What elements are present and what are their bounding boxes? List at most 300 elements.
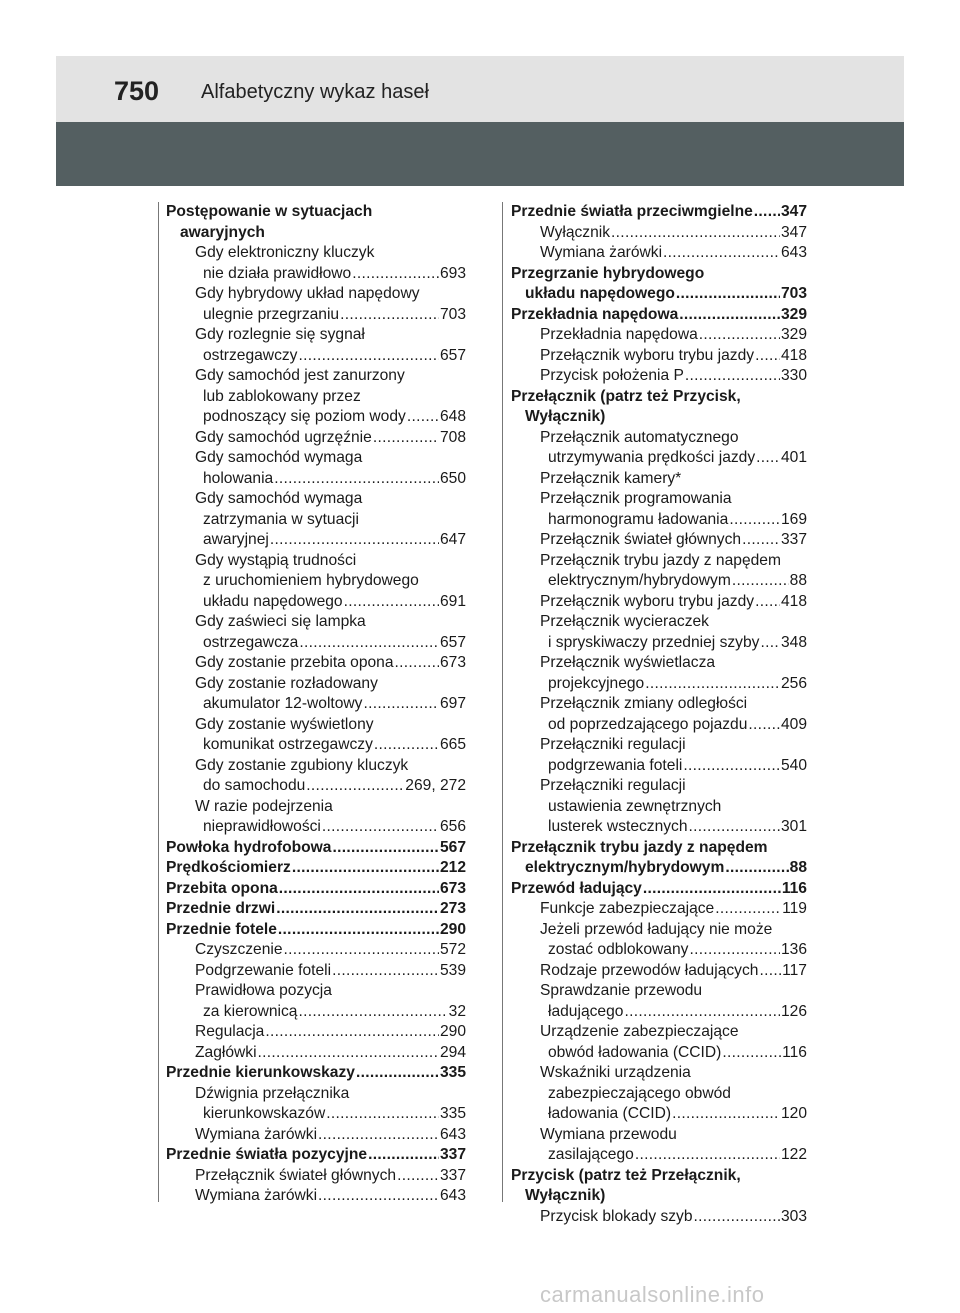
index-entry	[511, 838, 807, 859]
index-entry	[511, 223, 807, 244]
index-entry	[166, 1043, 466, 1064]
index-entry	[511, 305, 807, 326]
index-entry-text: Przełącznik świateł głównych	[195, 1166, 397, 1184]
dot-leader	[760, 633, 780, 654]
index-entry	[511, 899, 807, 920]
index-entry-text: kierunkowskazów	[203, 1105, 326, 1122]
index-entry-page: 122	[780, 1146, 807, 1163]
dot-leader	[742, 530, 780, 551]
index-entry-page: 703	[780, 285, 807, 302]
index-entry	[166, 694, 466, 715]
index-entry-text: ładującego	[548, 1002, 624, 1020]
index-entry-page: 708	[439, 428, 466, 446]
index-entry-page: 116	[782, 1043, 807, 1061]
index-entry-page: 697	[439, 695, 466, 712]
dot-leader	[732, 571, 789, 592]
index-entry	[511, 428, 807, 449]
index-entry-page: 337	[780, 531, 807, 548]
index-entry	[166, 223, 466, 244]
index-entry-page: 691	[439, 592, 466, 610]
dot-leader	[611, 223, 780, 244]
page-header	[56, 56, 904, 186]
dot-leader	[755, 346, 780, 367]
index-entry	[511, 1145, 807, 1166]
index-entry	[166, 1063, 466, 1084]
dot-leader	[322, 817, 439, 838]
index-entry-page: 301	[780, 818, 807, 835]
index-entry	[511, 407, 807, 428]
index-entry	[511, 1186, 807, 1207]
index-entry-text: z uruchomieniem hybrydowego	[203, 572, 419, 589]
index-entry-text: Przełącznik wycieraczek	[540, 613, 709, 630]
dot-leader	[643, 879, 781, 900]
index-entry-text: Przełączniki regulacji	[540, 777, 686, 794]
dot-leader	[725, 858, 788, 879]
index-entry-page: 539	[439, 961, 466, 979]
index-entry-text: komunikat ostrzegawczy	[203, 736, 373, 753]
index-entry-text: Gdy hybrydowy układ napędowy	[195, 285, 420, 302]
index-entry-text: Przycisk położenia P	[540, 367, 684, 384]
index-entry	[166, 407, 466, 428]
index-entry	[511, 694, 807, 715]
index-entry	[166, 1166, 466, 1187]
index-entry-text: Prawidłowa pozycja	[195, 982, 332, 999]
dot-leader	[748, 715, 780, 736]
page-number: 750	[114, 76, 160, 106]
index-entry-text: układu napędowego	[203, 592, 343, 610]
index-entry	[511, 243, 807, 264]
dot-leader	[368, 1145, 439, 1166]
index-entry-text: Przycisk blokady szyb	[540, 1207, 693, 1225]
index-entry-page: 348	[780, 633, 807, 651]
dot-leader	[694, 1207, 780, 1228]
index-entry-text: Przełącznik kamery*	[540, 469, 682, 487]
index-entry	[166, 530, 466, 551]
index-entry	[511, 1125, 807, 1146]
index-entry	[511, 202, 807, 223]
dot-leader	[326, 1104, 439, 1125]
index-entry-text: Wymiana żarówki	[195, 1187, 318, 1204]
index-entry	[166, 961, 466, 982]
index-entry	[166, 243, 466, 264]
dot-leader	[374, 735, 439, 756]
index-entry-page: 303	[780, 1207, 807, 1225]
index-entry-text: do samochodu	[203, 777, 306, 794]
index-entry-text: lusterek wstecznych	[548, 818, 688, 835]
dot-leader	[715, 899, 781, 920]
index-entry-text: Funkcje zabezpieczające	[540, 900, 715, 917]
index-entry-text: podgrzewania foteli	[548, 756, 683, 774]
footer-watermark: carmanualsonline.info	[540, 1282, 765, 1307]
index-entry	[166, 366, 466, 387]
index-entry-text: Przekładnia napędowa	[540, 326, 698, 343]
index-entry	[511, 920, 807, 941]
index-entry-page: 126	[780, 1002, 807, 1020]
index-entry-text: Przełączniki regulacji	[540, 736, 686, 753]
index-entry-text: Wskaźniki urządzenia	[540, 1064, 691, 1081]
index-entry-text: Przednie kierunkowskazy	[166, 1064, 355, 1081]
index-entry-text: i spryskiwaczy przedniej szyby	[548, 633, 760, 651]
index-entry-text: Przekładnia napędowa	[511, 305, 679, 323]
index-entry	[166, 817, 466, 838]
index-entry	[166, 305, 466, 326]
index-entry	[166, 797, 466, 818]
index-entry-page: 294	[439, 1043, 466, 1061]
index-entry-page: 409	[780, 715, 807, 733]
index-entry	[166, 838, 466, 859]
dot-leader	[699, 325, 780, 346]
index-entry	[511, 571, 807, 592]
dot-leader	[352, 264, 439, 285]
index-entry-text: od poprzedzającego pojazdu	[548, 715, 748, 733]
index-entry-page: 650	[439, 469, 466, 487]
index-entry-text: awaryjnej	[203, 531, 269, 548]
dot-leader	[306, 776, 404, 797]
index-entry-text: ulegnie przegrzaniu	[203, 305, 340, 323]
dot-leader	[729, 510, 780, 531]
index-entry-text: nieprawidłowości	[203, 818, 321, 835]
index-entry	[511, 448, 807, 469]
index-entry-text: Przełącznik wyboru trybu jazdy	[540, 346, 755, 364]
index-entry	[166, 571, 466, 592]
index-entry-text: awaryjnych	[180, 223, 265, 241]
dot-leader	[265, 1022, 439, 1043]
index-entry	[511, 1166, 807, 1187]
index-entry-text: Przewód ładujący	[511, 879, 642, 897]
index-entry	[166, 387, 466, 408]
dot-leader	[685, 366, 780, 387]
dot-leader	[284, 940, 439, 961]
index-entry-page: 665	[439, 736, 466, 753]
dot-leader	[258, 1043, 439, 1064]
index-entry	[166, 346, 466, 367]
index-entry-text: Przednie światła pozycyjne	[166, 1146, 368, 1163]
index-entry-page: 673	[439, 879, 466, 897]
dot-leader	[759, 961, 781, 982]
index-entry-page: 656	[439, 818, 466, 835]
index-entry-text: Gdy samochód wymaga	[195, 449, 363, 466]
index-entry-text: Rodzaje przewodów ładujących	[540, 961, 759, 979]
dot-leader	[332, 838, 438, 859]
page-title: Alfabetyczny wykaz haseł	[201, 81, 429, 103]
dot-leader	[683, 756, 780, 777]
index-entry-page: 329	[780, 326, 807, 343]
index-entry-page: 347	[780, 203, 807, 220]
index-entry-text: Podgrzewanie foteli	[195, 961, 332, 979]
index-entry-text: Przełącznik trybu jazdy z napędem	[511, 838, 768, 856]
index-entry	[511, 612, 807, 633]
index-entry-text: ostrzegawczy	[203, 346, 298, 364]
index-entry-page: 572	[439, 941, 466, 958]
index-entry-text: akumulator 12-woltowy	[203, 695, 363, 712]
index-entry-text: Wymiana żarówki	[195, 1125, 318, 1143]
dot-leader	[624, 1002, 780, 1023]
index-entry	[166, 981, 466, 1002]
index-entry	[166, 592, 466, 613]
dot-leader	[274, 469, 439, 490]
index-entry-text: ładowania (CCID)	[548, 1105, 672, 1122]
dot-leader	[276, 899, 439, 920]
index-entry-page: 290	[439, 920, 466, 938]
index-entry-text: elektrycznym/hybrydowym	[525, 859, 725, 876]
index-entry	[511, 674, 807, 695]
index-entry-page: 648	[439, 408, 466, 425]
index-entry-text: projekcyjnego	[548, 674, 645, 692]
index-entry-text: Sprawdzanie przewodu	[540, 982, 703, 999]
index-entry	[166, 510, 466, 531]
index-entry	[166, 469, 466, 490]
index-entry-page: 335	[439, 1105, 466, 1122]
index-entry-page: 290	[439, 1023, 466, 1040]
dot-leader	[298, 1002, 447, 1023]
index-entry	[511, 940, 807, 961]
index-entry-page: 169	[780, 510, 807, 528]
index-entry	[511, 715, 807, 736]
index-entry-page: 212	[439, 859, 466, 876]
dot-leader	[318, 1186, 439, 1207]
index-entry-text: Przełącznik wyboru trybu jazdy	[540, 592, 755, 610]
index-entry	[511, 776, 807, 797]
index-entry	[511, 858, 807, 879]
index-entry-page: 567	[439, 838, 466, 856]
index-entry-text: układu napędowego	[525, 285, 675, 302]
index-entry	[511, 284, 807, 305]
index-entry	[166, 879, 466, 900]
index-entry-text: Przegrzanie hybrydowego	[511, 264, 705, 282]
dot-leader	[279, 879, 439, 900]
index-entry-text: W razie podejrzenia	[195, 797, 333, 815]
index-entry-page: 347	[780, 223, 807, 241]
index-entry-text: Zagłówki	[195, 1043, 257, 1061]
index-entry-text: zabezpieczającego obwód	[548, 1084, 731, 1102]
index-entry-text: zasilającego	[548, 1146, 634, 1163]
index-entry	[166, 551, 466, 572]
index-entry-page: 330	[780, 367, 807, 384]
index-entry-text: Postępowanie w sytuacjach	[166, 203, 373, 220]
index-column-left	[158, 202, 466, 1202]
dot-leader	[340, 305, 439, 326]
index-entry	[166, 1002, 466, 1023]
index-entry	[166, 1125, 466, 1146]
index-entry-text: elektrycznym/hybrydowym	[548, 572, 731, 589]
dot-leader	[344, 592, 439, 613]
index-entry	[511, 510, 807, 531]
index-entry	[166, 1145, 466, 1166]
index-entry-text: Gdy rozlegnie się sygnał	[195, 326, 365, 343]
index-entry	[166, 776, 466, 797]
dot-leader	[635, 1145, 780, 1166]
index-entry	[511, 1207, 807, 1228]
index-entry	[166, 325, 466, 346]
index-entry-page: 657	[439, 346, 466, 364]
index-entry	[166, 1084, 466, 1105]
dot-leader	[363, 694, 438, 715]
index-entry-text: zatrzymania w sytuacji	[203, 510, 359, 528]
dot-leader	[299, 633, 439, 654]
index-entry	[511, 797, 807, 818]
dot-leader	[672, 1104, 780, 1125]
index-entry-text: Powłoka hydrofobowa	[166, 838, 332, 856]
index-entry	[166, 612, 466, 633]
index-entry	[166, 940, 466, 961]
index-entry-page: 116	[781, 879, 807, 897]
index-entry	[511, 735, 807, 756]
index-column-right	[502, 202, 807, 1225]
index-entry-page: 335	[439, 1064, 466, 1081]
index-entry-text: harmonogramu ładowania	[548, 510, 729, 528]
index-entry-text: podnoszący się poziom wody	[203, 408, 406, 425]
index-entry-text: Gdy samochód wymaga	[195, 490, 363, 507]
index-entry-text: Gdy zostanie wyświetlony	[195, 715, 374, 733]
index-entry	[166, 653, 466, 674]
index-entry	[166, 674, 466, 695]
index-entry	[511, 325, 807, 346]
index-entry-page: 703	[439, 305, 466, 323]
dot-leader	[278, 920, 439, 941]
index-entry	[511, 1022, 807, 1043]
header-title-bar	[56, 56, 904, 122]
index-entry	[511, 817, 807, 838]
index-entry	[511, 264, 807, 285]
index-entry-text: Wyłącznik	[540, 223, 611, 241]
index-entry	[511, 1084, 807, 1105]
index-entry-page: 88	[789, 859, 807, 876]
dot-leader	[756, 448, 780, 469]
index-entry-text: Regulacja	[195, 1023, 265, 1040]
dot-leader	[663, 243, 780, 264]
index-entry-page: 273	[439, 900, 466, 917]
index-entry	[511, 1043, 807, 1064]
index-entry	[166, 735, 466, 756]
index-entry	[511, 879, 807, 900]
index-entry-page: 418	[780, 592, 807, 610]
index-entry	[166, 264, 466, 285]
index-entry	[166, 489, 466, 510]
index-entry-text: Wyłącznik)	[525, 1187, 606, 1204]
index-entry-text: holowania	[203, 469, 274, 487]
dot-leader	[332, 961, 439, 982]
index-entry	[511, 366, 807, 387]
dot-leader	[292, 858, 439, 879]
index-entry-page: 643	[439, 1187, 466, 1204]
index-entry-page: 643	[780, 244, 807, 261]
index-entry	[166, 920, 466, 941]
index-entry-text: za kierownicą	[203, 1002, 298, 1020]
dot-leader	[689, 940, 780, 961]
index-entry-page: 540	[780, 756, 807, 774]
dot-leader	[676, 284, 780, 305]
index-entry-text: Przebita opona	[166, 879, 278, 897]
index-entry-page: 418	[780, 346, 807, 364]
index-entry	[511, 1002, 807, 1023]
dot-leader	[397, 1166, 439, 1187]
dot-leader	[298, 346, 439, 367]
index-entry-page: 329	[780, 305, 807, 323]
index-entry-text: Prędkościomierz	[166, 859, 291, 876]
index-entry-text: Gdy zostanie przebita opona	[195, 654, 394, 671]
dot-leader	[755, 592, 780, 613]
index-entry-page: 337	[439, 1166, 466, 1184]
index-entry	[166, 1186, 466, 1207]
index-entry-text: Przednie światła przeciwmgielne	[511, 203, 753, 220]
index-entry-page: 256	[780, 674, 807, 692]
dot-leader	[373, 428, 439, 449]
header-band	[56, 122, 904, 186]
dot-leader	[270, 530, 439, 551]
index-entry	[511, 1063, 807, 1084]
index-entry-page: 401	[780, 449, 807, 466]
index-entry-text: Przełącznik zmiany odległości	[540, 695, 748, 712]
index-entry-text: Gdy wystąpią trudności	[195, 551, 357, 569]
index-entry-text: Czyszczenie	[195, 941, 283, 958]
index-entry-text: Dźwignia przełącznika	[195, 1084, 350, 1102]
index-entry	[511, 592, 807, 613]
index-entry-text: ostrzegawcza	[203, 633, 299, 651]
index-entry	[511, 530, 807, 551]
index-entry-page: 117	[782, 961, 807, 979]
index-entry-text: Przednie drzwi	[166, 900, 276, 917]
index-entry	[166, 284, 466, 305]
dot-leader	[407, 407, 439, 428]
index-entry-text: lub zablokowany przez	[203, 387, 361, 405]
index-entry-text: Przednie fotele	[166, 920, 277, 938]
index-entry-text: Przełącznik automatycznego	[540, 428, 739, 446]
index-entry	[511, 633, 807, 654]
index-entry-page: 119	[782, 900, 807, 917]
index-entry	[166, 202, 466, 223]
dot-leader	[318, 1125, 439, 1146]
index-entry-text: Przycisk (patrz też Przełącznik,	[511, 1166, 741, 1184]
index-entry	[166, 633, 466, 654]
index-entry-text: Gdy zaświeci się lampka	[195, 613, 366, 630]
index-entry-text: utrzymywania prędkości jazdy	[548, 449, 756, 466]
index-entry	[166, 756, 466, 777]
index-entry-page: 337	[439, 1146, 466, 1163]
index-entry	[511, 551, 807, 572]
index-entry-text: Gdy samochód jest zanurzony	[195, 367, 405, 384]
index-entry-page: 88	[789, 572, 807, 589]
index-entry-text: Przełącznik trybu jazdy z napędem	[540, 551, 781, 569]
index-entry-text: Przełącznik (patrz też Przycisk,	[511, 387, 741, 405]
index-entry-text: ustawienia zewnętrznych	[548, 797, 722, 815]
index-entry-text: zostać odblokowany	[548, 941, 689, 958]
index-entry-text: Gdy zostanie zgubiony kluczyk	[195, 756, 409, 774]
index-entry-text: obwód ładowania (CCID)	[548, 1043, 722, 1061]
index-entry	[166, 1104, 466, 1125]
dot-leader	[722, 1043, 781, 1064]
dot-leader	[356, 1063, 439, 1084]
index-entry	[166, 448, 466, 469]
index-entry	[511, 387, 807, 408]
index-entry-text: Przełącznik wyświetlacza	[540, 654, 716, 671]
index-entry	[166, 428, 466, 449]
index-entry-page: 32	[448, 1002, 466, 1020]
index-entry-text: Przełącznik programowania	[540, 490, 732, 507]
index-entry	[166, 1022, 466, 1043]
index-entry	[511, 981, 807, 1002]
index-entry-text: Gdy elektroniczny kluczyk	[195, 244, 375, 261]
index-entry-text: Jeżeli przewód ładujący nie może	[540, 920, 773, 938]
index-entry-text: nie działa prawidłowo	[203, 264, 352, 282]
index-entry-page: 269, 272	[405, 777, 466, 794]
index-entry-text: Gdy samochód ugrzęźnie	[195, 428, 372, 446]
index-entry-text: Wyłącznik)	[525, 408, 606, 425]
index-entry	[166, 715, 466, 736]
index-entry-text: Gdy zostanie rozładowany	[195, 674, 378, 692]
dot-leader	[754, 202, 780, 223]
index-entry	[511, 756, 807, 777]
index-entry	[166, 858, 466, 879]
